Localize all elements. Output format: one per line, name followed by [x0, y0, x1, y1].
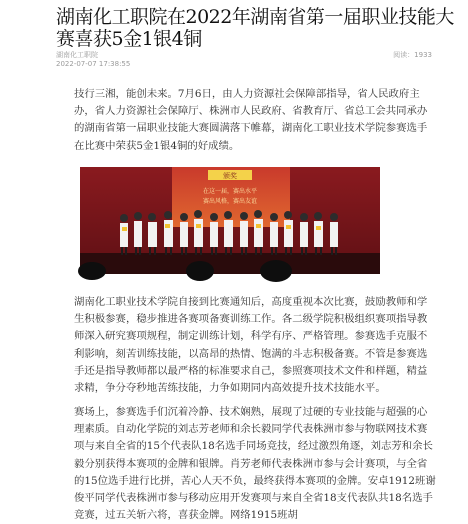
body-paragraph-3: 赛场上，参赛选手们沉着冷静、技术娴熟，展现了过硬的专业技能与超强的心理素质。自动化学院的刘志芳老师和余长毅同学代表株洲市参与物联网技术赛项与来自全省的15个代表队18名选手同场竞技，经过激烈角逐，刘志芳和余长毅分别获得本赛项的金牌和银牌。肖芳老师代表株洲市参与会计赛项，与全省的15位选手进行比拼，苦心人天不负，最终获得本赛项的金牌。安卓1912班谢俊平同学代表株洲市参与移动应用开发赛项与来自全省18支代表队共18名选手竞赛，过五关斩六将，喜获金牌。网络1915班胡 — [74, 406, 436, 522]
article-title: 湖南化工职院在2022年湖南省第一届职业技能大赛喜获5金1银4铜 — [56, 6, 454, 50]
article-source[interactable]: 湖南化工职院 — [56, 51, 98, 59]
stage-floor — [80, 253, 380, 274]
article-date: 2022-07-07 17:38:55 — [56, 60, 131, 68]
award-ceremony-photo — [80, 167, 380, 274]
lead-paragraph: 技行三湘，能创未来。7月6日，由人力资源社会保障部指导，省人民政府主办，省人力资源社会保障厅、株洲市人民政府、省教育厅、省总工会共同承办的湖南省第一届职业技能大赛圆满落下帷幕，湖南化工职业技术学院参赛选手在比赛中荣获5金1银4铜的好成绩。 — [74, 88, 428, 152]
view-count: 阅读：1933 — [393, 51, 432, 59]
screen-line-1: 在这一届，赛出水平 — [202, 188, 258, 195]
banner-text: 颁奖 — [223, 172, 237, 180]
body-paragraph-2: 湖南化工职业技术学院自接到比赛通知后，高度重视本次比赛，鼓励教师和学生积极参赛，稳步推进各赛项备赛训练工作。各二级学院积极组织赛项指导教师深入研究赛项规程，制定训练计划，科学有序、严格管理。参赛选手克服不利影响，刻苦训练技能，以高昂的热情、饱满的斗志积极备赛。不管是参赛选手还是指导教师都以最严格的标准要求自己，参照赛项技术文件和样题，精益求精，争分夺秒地苦练技能，力争如期同内高效提升技术技能水平。 — [74, 296, 428, 395]
award-ceremony-illustration — [80, 167, 380, 274]
screen-line-2: 赛出风格，赛出友谊 — [202, 198, 258, 205]
